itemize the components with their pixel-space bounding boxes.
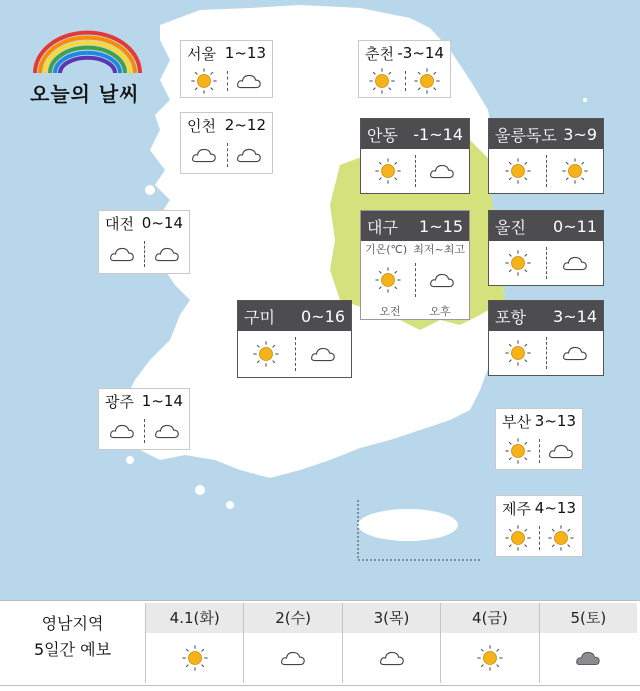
divider [295,337,296,371]
sun-icon [504,339,532,367]
forecast-label-region: 영남지역 [41,614,104,633]
sun-icon [504,437,532,465]
sun-icon [504,157,532,185]
city-icons [489,331,603,375]
city-card-header [489,119,603,149]
city-icons [361,257,469,303]
page-title: 오늘의 날씨 [30,82,140,106]
forecast-header-row [145,603,637,633]
city-name: 안동 [367,125,398,145]
city-temperature: 3~14 [553,306,597,326]
city-card-andong [360,118,470,194]
city-name: 춘천 [365,44,394,63]
jeju-island [358,509,458,541]
city-card-header [361,211,469,241]
forecast-label [0,611,145,663]
legend-range: 최저~최고 [413,243,465,256]
cloud-icon [428,157,456,185]
city-temperature: 3~9 [563,124,597,144]
city-card-header [496,496,582,520]
cloud-icon [235,67,263,95]
legend-pm: 오후 [429,305,451,318]
city-card-header [361,119,469,149]
cloud-icon [428,266,456,294]
forecast-icon-row [145,633,637,683]
city-card-jeju [495,495,583,557]
city-icons [181,65,272,97]
divider [546,155,547,187]
sun-icon [504,524,532,552]
city-temperature: 1~14 [141,392,183,410]
forecast-icon-cell [539,633,637,683]
city-name: 광주 [105,392,134,411]
city-icons [361,149,469,193]
forecast-label-period: 5일간 예보 [33,640,112,659]
divider [539,526,540,550]
dark-cloud-icon [574,644,602,672]
am-pm-legend [361,303,469,319]
island [145,185,155,195]
city-icons [496,433,582,469]
cloud-icon [561,339,589,367]
rainbow-icon [30,28,145,76]
divider [227,143,228,167]
city-card-ulleung [488,118,604,194]
divider [144,419,145,443]
city-card-header [496,409,582,433]
city-icons [489,149,603,193]
temperature-legend [361,241,469,257]
cloud-icon [153,417,181,445]
city-name: 대구 [367,217,398,237]
sun-icon [181,644,209,672]
cloud-icon [547,437,575,465]
city-icons [99,235,189,273]
city-temperature: 2~12 [224,116,266,134]
forecast-date: 2(수) [243,603,341,633]
island [195,485,205,495]
divider [144,241,145,267]
city-card-header [238,301,351,331]
city-card-header [99,389,189,413]
cloud-icon [190,141,218,169]
city-temperature: 1~13 [224,44,266,62]
city-name: 대전 [105,214,134,233]
city-card-daejeon [98,210,190,274]
cloud-icon [279,644,307,672]
city-temperature: 0~14 [141,214,183,232]
city-card-header [181,113,272,137]
city-name: 제주 [502,499,531,518]
city-card-pohang [488,300,604,376]
forecast-icon-cell [243,633,341,683]
forecast-date: 3(목) [342,603,440,633]
forecast-date: 4.1(화) [145,603,243,633]
cloud-icon [235,141,263,169]
cloud-icon [378,644,406,672]
forecast-table [0,600,640,691]
city-card-header [181,41,272,65]
city-temperature: 1~15 [419,216,463,236]
city-card-header [359,41,450,65]
city-card-gumi [237,300,352,378]
city-card-seoul [180,40,273,98]
city-temperature: 0~11 [553,216,597,236]
city-name: 울릉독도 [495,125,557,145]
legend-unit: 기온(℃) [365,243,408,256]
city-temperature: -3~14 [397,44,444,62]
city-icons [238,331,351,377]
city-temperature: -1~14 [413,124,463,144]
table-bottom-border [0,685,640,686]
city-card-incheon [180,112,273,174]
divider [546,247,547,279]
divider [415,155,416,187]
sun-icon [190,67,218,95]
city-temperature: 0~16 [301,306,345,326]
city-card-chuncheon [358,40,451,98]
divider [539,439,540,463]
city-card-uljin [488,210,604,286]
city-card-header [99,211,189,235]
sun-icon [413,67,441,95]
city-card-header [489,301,603,331]
city-name: 인천 [187,116,216,135]
divider [546,337,547,369]
sun-icon [504,249,532,277]
forecast-date: 5(토) [539,603,637,633]
cloud-icon [561,249,589,277]
divider [227,71,228,91]
legend-am: 오전 [379,305,401,318]
divider [415,263,416,297]
cloud-icon [108,417,136,445]
sun-icon [476,644,504,672]
sun-icon [252,340,280,368]
city-card-header [489,211,603,241]
cloud-icon [153,240,181,268]
city-name: 포항 [495,307,526,327]
city-card-daegu [360,210,470,320]
city-icons [99,413,189,449]
sun-icon [374,157,402,185]
city-card-busan [495,408,583,470]
forecast-icon-cell [342,633,440,683]
city-icons [181,137,272,173]
island [583,98,587,102]
city-temperature: 4~13 [534,499,576,517]
city-name: 구미 [244,307,275,327]
city-name: 서울 [187,44,216,63]
forecast-icon-cell [145,633,243,683]
city-temperature: 3~13 [534,412,576,430]
forecast-icon-cell [440,633,538,683]
city-name: 부산 [502,412,531,431]
cloud-icon [309,340,337,368]
island [226,501,234,509]
divider [405,71,406,91]
city-name: 울진 [495,217,526,237]
city-icons [489,241,603,285]
city-card-gwangju [98,388,190,450]
forecast-date: 4(금) [440,603,538,633]
sun-icon [561,157,589,185]
cloud-icon [108,240,136,268]
city-icons [359,65,450,97]
city-icons [496,520,582,556]
island [126,456,134,464]
sun-icon [547,524,575,552]
sun-icon [374,266,402,294]
sun-icon [368,67,396,95]
